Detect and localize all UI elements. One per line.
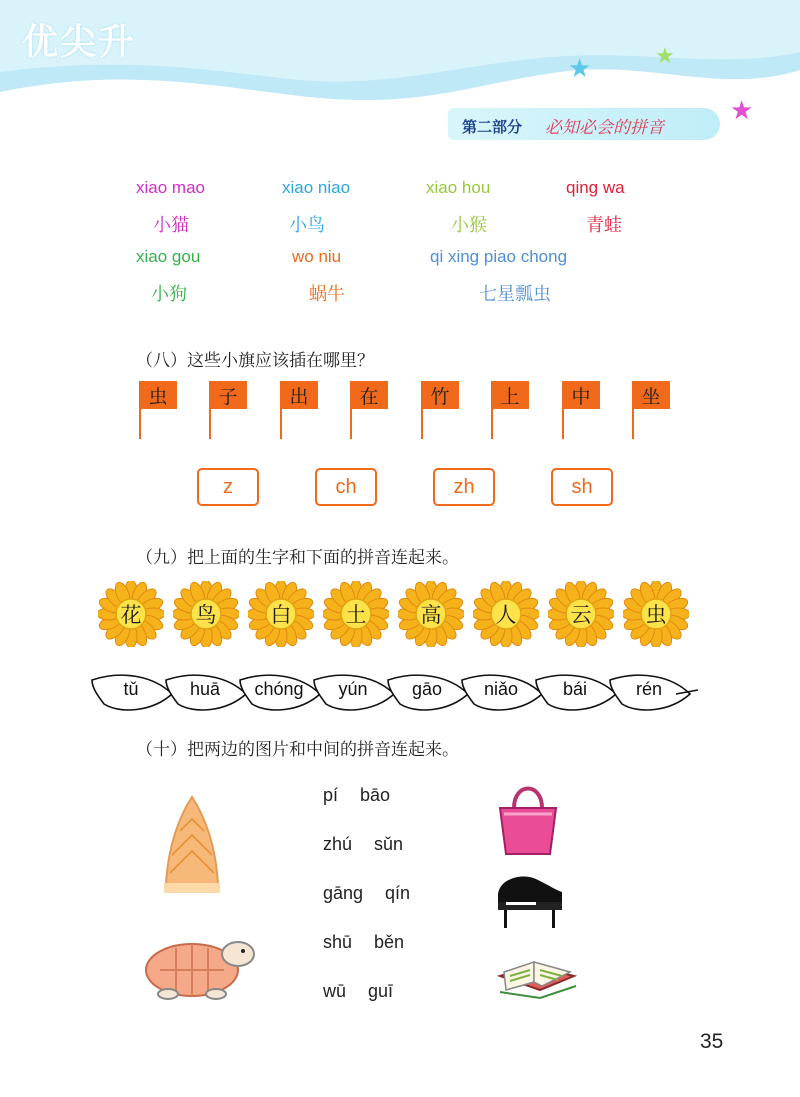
pinyin-syllable: shū xyxy=(323,932,353,952)
flag-character: 出 xyxy=(280,381,318,409)
sunflower-hanzi: 土 xyxy=(345,603,367,627)
leaf-pinyin[interactable]: gāo xyxy=(411,679,443,699)
question-9-instruction: （九）把上面的生字和下面的拼音连起来。 xyxy=(136,548,459,568)
sunflower-character[interactable] xyxy=(398,581,464,647)
vocab-pinyin: xiao hou xyxy=(426,178,491,197)
flag-character: 子 xyxy=(209,381,247,409)
sunflower-character[interactable] xyxy=(623,581,689,647)
sunflower-character[interactable] xyxy=(98,581,164,647)
flag-character: 坐 xyxy=(632,381,670,409)
vocab-pinyin: xiao niao xyxy=(282,178,351,197)
vocab-hanzi: 小猴 xyxy=(451,215,487,236)
page-number: 35 xyxy=(700,1030,724,1053)
sunflower-character[interactable] xyxy=(248,581,314,647)
flag-character: 虫 xyxy=(139,381,177,409)
sunflower-hanzi: 鸟 xyxy=(195,603,217,627)
vocab-hanzi: 蜗牛 xyxy=(309,284,345,305)
sunflower-character[interactable] xyxy=(173,581,239,647)
question-8-instruction: （八）这些小旗应该插在哪里？ xyxy=(136,351,374,371)
sunflower-hanzi: 人 xyxy=(495,603,517,627)
leaf-pinyin[interactable]: niǎo xyxy=(483,679,519,699)
pinyin-syllable: sǔn xyxy=(374,834,404,854)
pinyin-pair[interactable] xyxy=(323,883,410,904)
section-part-label: 第二部分 xyxy=(462,118,523,136)
vocab-pinyin: wo niu xyxy=(292,247,342,266)
leaf-pinyin[interactable]: chóng xyxy=(254,679,304,699)
flag[interactable] xyxy=(562,381,602,443)
pinyin-syllable: gāng xyxy=(323,883,364,903)
flag-character: 中 xyxy=(562,381,600,409)
sunflower-hanzi: 云 xyxy=(570,603,592,627)
flag-character: 在 xyxy=(350,381,388,409)
pinyin-syllable: qín xyxy=(385,883,411,903)
piano-icon[interactable] xyxy=(494,870,566,932)
star-icon: ★ xyxy=(568,54,592,84)
vocab-pinyin: xiao mao xyxy=(136,178,205,197)
sunflower-character[interactable] xyxy=(473,581,539,647)
sunflower-hanzi: 花 xyxy=(120,603,142,627)
flag[interactable] xyxy=(421,381,461,443)
initial-box[interactable]: ch xyxy=(315,468,377,506)
leaf-pinyin[interactable]: rén xyxy=(635,679,662,699)
book-icon[interactable] xyxy=(496,946,578,1004)
vocab-pinyin: qi xing piao chong xyxy=(430,247,568,266)
handbag-icon[interactable] xyxy=(494,778,562,858)
sunflower-hanzi: 白 xyxy=(270,603,292,627)
pinyin-syllable: pí xyxy=(323,785,339,805)
vocab-hanzi: 青蛙 xyxy=(586,215,622,236)
flag[interactable] xyxy=(350,381,390,443)
bamboo-shoot-icon[interactable] xyxy=(160,795,224,895)
flag-character: 上 xyxy=(491,381,529,409)
vocab-hanzi: 七星瓢虫 xyxy=(479,284,551,305)
initial-box[interactable]: z xyxy=(197,468,259,506)
vocab-pinyin: xiao gou xyxy=(136,247,201,266)
initial-box[interactable]: sh xyxy=(551,468,613,506)
initial-box[interactable]: zh xyxy=(433,468,495,506)
leaf-pinyin[interactable]: bái xyxy=(562,679,588,699)
pinyin-syllable: zhú xyxy=(323,834,353,854)
flag[interactable] xyxy=(139,381,179,443)
pinyin-syllable: bāo xyxy=(360,785,391,805)
star-icon: ★ xyxy=(730,96,754,126)
sunflower-character[interactable] xyxy=(323,581,389,647)
vocab-hanzi: 小猫 xyxy=(153,215,189,236)
pinyin-syllable: běn xyxy=(374,932,405,952)
vocab-hanzi: 小鸟 xyxy=(289,215,325,236)
turtle-icon[interactable] xyxy=(140,932,258,1002)
flag[interactable] xyxy=(491,381,531,443)
flag[interactable] xyxy=(280,381,320,443)
flag[interactable] xyxy=(632,381,672,443)
sunflower-hanzi: 虫 xyxy=(645,603,667,627)
pinyin-pair[interactable] xyxy=(323,981,393,1002)
vocab-hanzi: 小狗 xyxy=(151,284,187,305)
star-icon: ★ xyxy=(655,44,675,69)
vocab-pinyin: qing wa xyxy=(566,178,625,197)
leaf-pinyin[interactable]: yún xyxy=(338,679,368,699)
brand-title: 优尖升 xyxy=(22,22,137,63)
pinyin-syllable: guī xyxy=(368,981,394,1001)
leaf-pinyin[interactable]: huā xyxy=(189,679,221,699)
flag[interactable] xyxy=(209,381,249,443)
section-name-label: 必知必会的拼音 xyxy=(545,118,664,138)
pinyin-pair[interactable] xyxy=(323,932,404,953)
pinyin-pair[interactable] xyxy=(323,834,403,855)
flag-character: 竹 xyxy=(421,381,459,409)
sunflower-character[interactable] xyxy=(548,581,614,647)
question-10-instruction: （十）把两边的图片和中间的拼音连起来。 xyxy=(136,740,459,760)
pinyin-pair[interactable] xyxy=(323,785,390,806)
sunflower-hanzi: 高 xyxy=(420,603,442,627)
pinyin-syllable: wū xyxy=(323,981,347,1001)
leaf-pinyin[interactable]: tǔ xyxy=(123,679,139,699)
